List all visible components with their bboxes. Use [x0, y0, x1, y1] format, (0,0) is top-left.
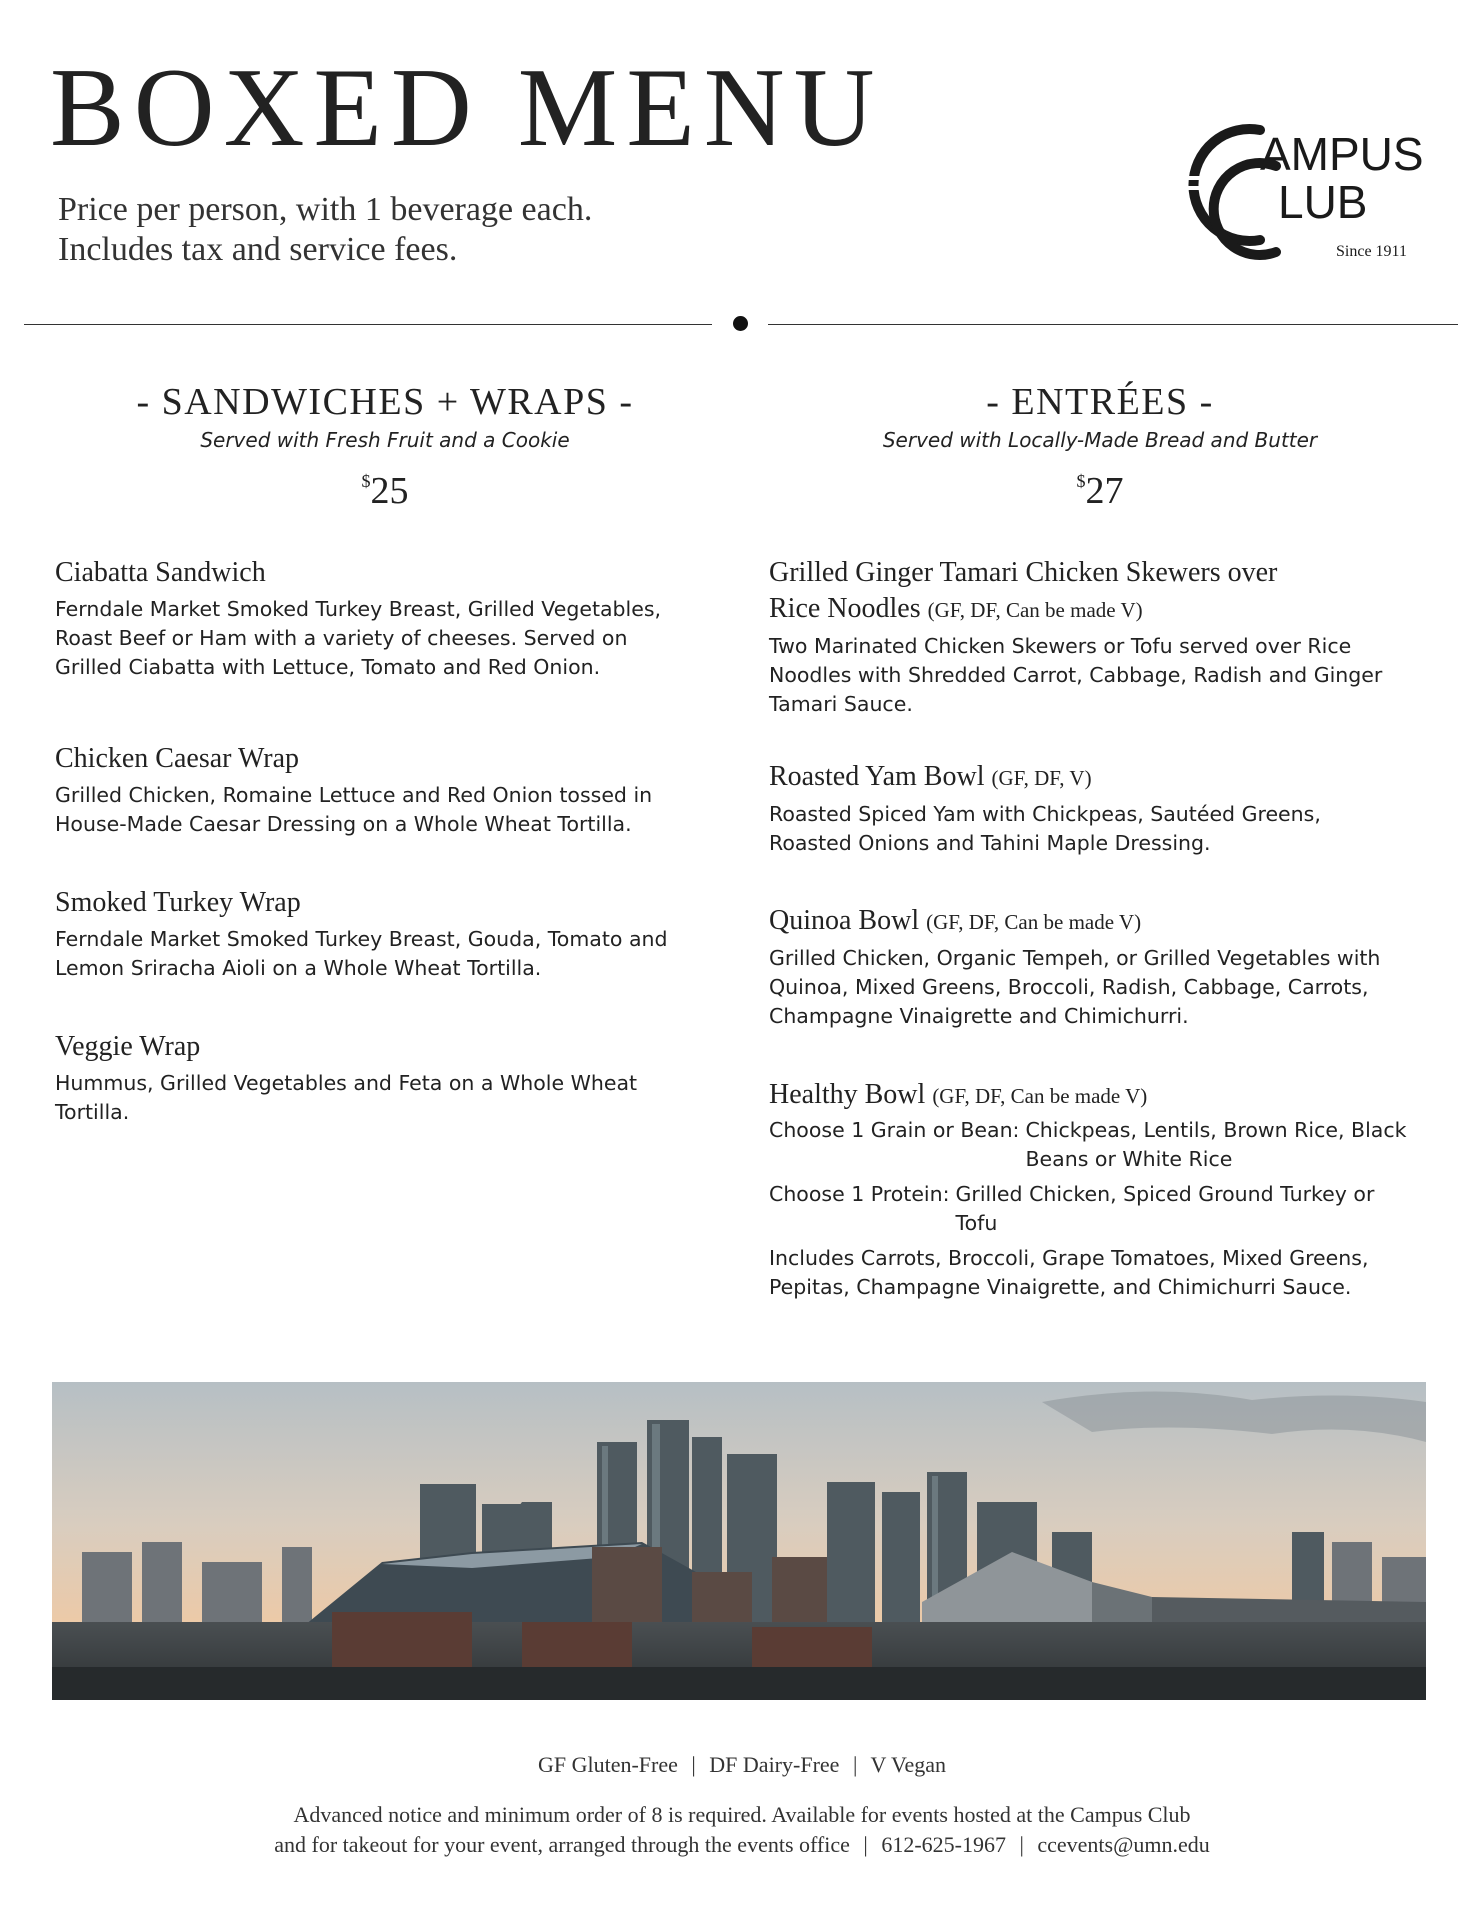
footer-separator: |: [863, 1832, 868, 1857]
legend-separator: |: [852, 1752, 858, 1777]
subtitle-line-2: Includes tax and service fees.: [58, 231, 458, 268]
menu-item-veggie-wrap: [55, 1029, 695, 1127]
item-description: Two Marinated Chicken Skewers or Tofu served over Rice Noodles with Shredded Carrot, Cabbage, Radish and Ginger Tamari Sauce.: [769, 634, 1383, 716]
item-description: Grilled Chicken, Romaine Lettuce and Red Onion tossed in House-Made Caesar Dressing on a Whole Wheat Tortilla.: [55, 783, 653, 836]
item-name-row: [769, 759, 1409, 796]
entrees-price-value: 27: [1085, 470, 1124, 512]
notice-line-2-text: and for takeout for your event, arranged through the events office: [274, 1832, 850, 1857]
menu-subtitle: [58, 190, 592, 270]
choice-options: Grilled Chicken, Spiced Ground Turkey or Tofu: [955, 1182, 1375, 1235]
choice-label: Choose 1 Grain or Bean:: [769, 1118, 1020, 1142]
item-name: Roasted Yam Bowl: [769, 761, 985, 792]
item-name-row: [769, 555, 1329, 628]
notice-line-2: [100, 1830, 1384, 1860]
menu-item-chicken-caesar-wrap: [55, 741, 695, 839]
entrees-header: [770, 380, 1430, 512]
legend-gluten-free: GF Gluten-Free: [537, 1752, 678, 1777]
item-description: Includes Carrots, Broccoli, Grape Tomatoes, Mixed Greens, Pepitas, Champagne Vinaigrette, and Chimichurri Sauce.: [769, 1246, 1369, 1299]
item-dietary-tag: (GF, DF, Can be made V): [926, 910, 1142, 934]
item-name: Chicken Caesar Wrap: [55, 743, 300, 774]
item-name: Quinoa Bowl: [769, 905, 920, 936]
menu-item-healthy-bowl: [769, 1077, 1409, 1302]
menu-item-smoked-turkey-wrap: [55, 885, 695, 983]
item-description: Grilled Chicken, Organic Tempeh, or Grilled Vegetables with Quinoa, Mixed Greens, Broccoli, Radish, Cabbage, Carrots, Champagne Vinaigrette and Chimichurri.: [769, 946, 1381, 1028]
city-skyline-photo: [52, 1382, 1426, 1700]
choice-options: Chickpeas, Lentils, Brown Rice, Black Beans or White Rice: [1025, 1118, 1407, 1171]
entrees-price: [770, 460, 1430, 512]
item-description: Roasted Spiced Yam with Chickpeas, Sautéed Greens, Roasted Onions and Tahini Maple Dressing.: [769, 802, 1321, 855]
item-name: Ciabatta Sandwich: [55, 557, 266, 588]
menu-item-quinoa-bowl: [769, 903, 1409, 1031]
logo-since: Since 1911: [1336, 243, 1407, 260]
item-name-row: [769, 1077, 1409, 1114]
item-description: Hummus, Grilled Vegetables and Feta on a Whole Wheat Tortilla.: [55, 1071, 638, 1124]
legend-dairy-free: DF Dairy-Free: [709, 1752, 840, 1777]
divider-line-left: [24, 324, 712, 325]
events-email-link[interactable]: ccevents@umn.edu: [1037, 1832, 1210, 1857]
item-name: Grilled Ginger Tamari Chicken Skewers over Rice Noodles: [769, 557, 1278, 624]
dietary-legend: [0, 1752, 1484, 1778]
healthy-bowl-protein-choice: [769, 1180, 1409, 1238]
legend-vegan: V Vegan: [870, 1752, 947, 1777]
divider-dot: [733, 316, 748, 331]
menu-item-roasted-yam-bowl: [769, 759, 1409, 858]
item-dietary-tag: (GF, DF, Can be made V): [932, 1084, 1148, 1108]
entrees-price-symbol: $: [1076, 471, 1086, 491]
sandwiches-price: [55, 460, 715, 512]
sandwiches-heading: - SANDWICHES + WRAPS -: [136, 381, 634, 423]
notice-line-1: Advanced notice and minimum order of 8 is required. Available for events hosted at the Campus Club: [293, 1802, 1191, 1827]
subtitle-line-1: Price per person, with 1 beverage each.: [58, 191, 593, 228]
entrees-heading: - ENTRÉES -: [986, 381, 1214, 423]
sandwiches-served-with: Served with Fresh Fruit and a Cookie: [200, 428, 570, 452]
campus-club-logo: [1168, 118, 1428, 268]
item-description: Ferndale Market Smoked Turkey Breast, Grilled Vegetables, Roast Beef or Ham with a variety of cheeses. Served on Grilled Ciabatta with Lettuce, Tomato and Red Onion.: [55, 597, 662, 679]
legend-separator: |: [691, 1752, 696, 1777]
divider-line-right: [768, 324, 1458, 325]
campus-club-logo-mark: [1168, 118, 1428, 268]
ordering-notice: [100, 1800, 1384, 1860]
logo-word-campus: AMPUS: [1260, 128, 1424, 180]
item-dietary-tag: (GF, DF, V): [991, 766, 1092, 790]
sandwiches-price-symbol: $: [361, 471, 371, 491]
menu-item-ciabatta-sandwich: [55, 555, 695, 682]
choice-label: Choose 1 Protein:: [769, 1182, 950, 1206]
events-phone[interactable]: 612-625-1967: [881, 1832, 1006, 1857]
item-name: Veggie Wrap: [55, 1031, 201, 1062]
logo-word-club: LUB: [1278, 176, 1368, 228]
entrees-served-with: Served with Locally-Made Bread and Butter: [882, 428, 1318, 452]
sandwiches-header: [55, 380, 715, 512]
item-description: Ferndale Market Smoked Turkey Breast, Gouda, Tomato and Lemon Sriracha Aioli on a Whole Wheat Tortilla.: [55, 927, 668, 980]
entrees-list: [769, 555, 1409, 1302]
menu-item-ginger-tamari-skewers: [769, 555, 1409, 719]
footer-separator: |: [1019, 1832, 1024, 1857]
healthy-bowl-grain-choice: [769, 1116, 1409, 1174]
sandwiches-list: [55, 555, 695, 1127]
item-name: Smoked Turkey Wrap: [55, 887, 301, 918]
item-name-row: [769, 903, 1409, 940]
skyline-illustration: [52, 1382, 1426, 1700]
item-dietary-tag: (GF, DF, Can be made V): [927, 598, 1143, 622]
menu-title: BOXED MENU: [50, 46, 884, 170]
item-name: Healthy Bowl: [769, 1079, 926, 1110]
sandwiches-price-value: 25: [370, 470, 409, 512]
